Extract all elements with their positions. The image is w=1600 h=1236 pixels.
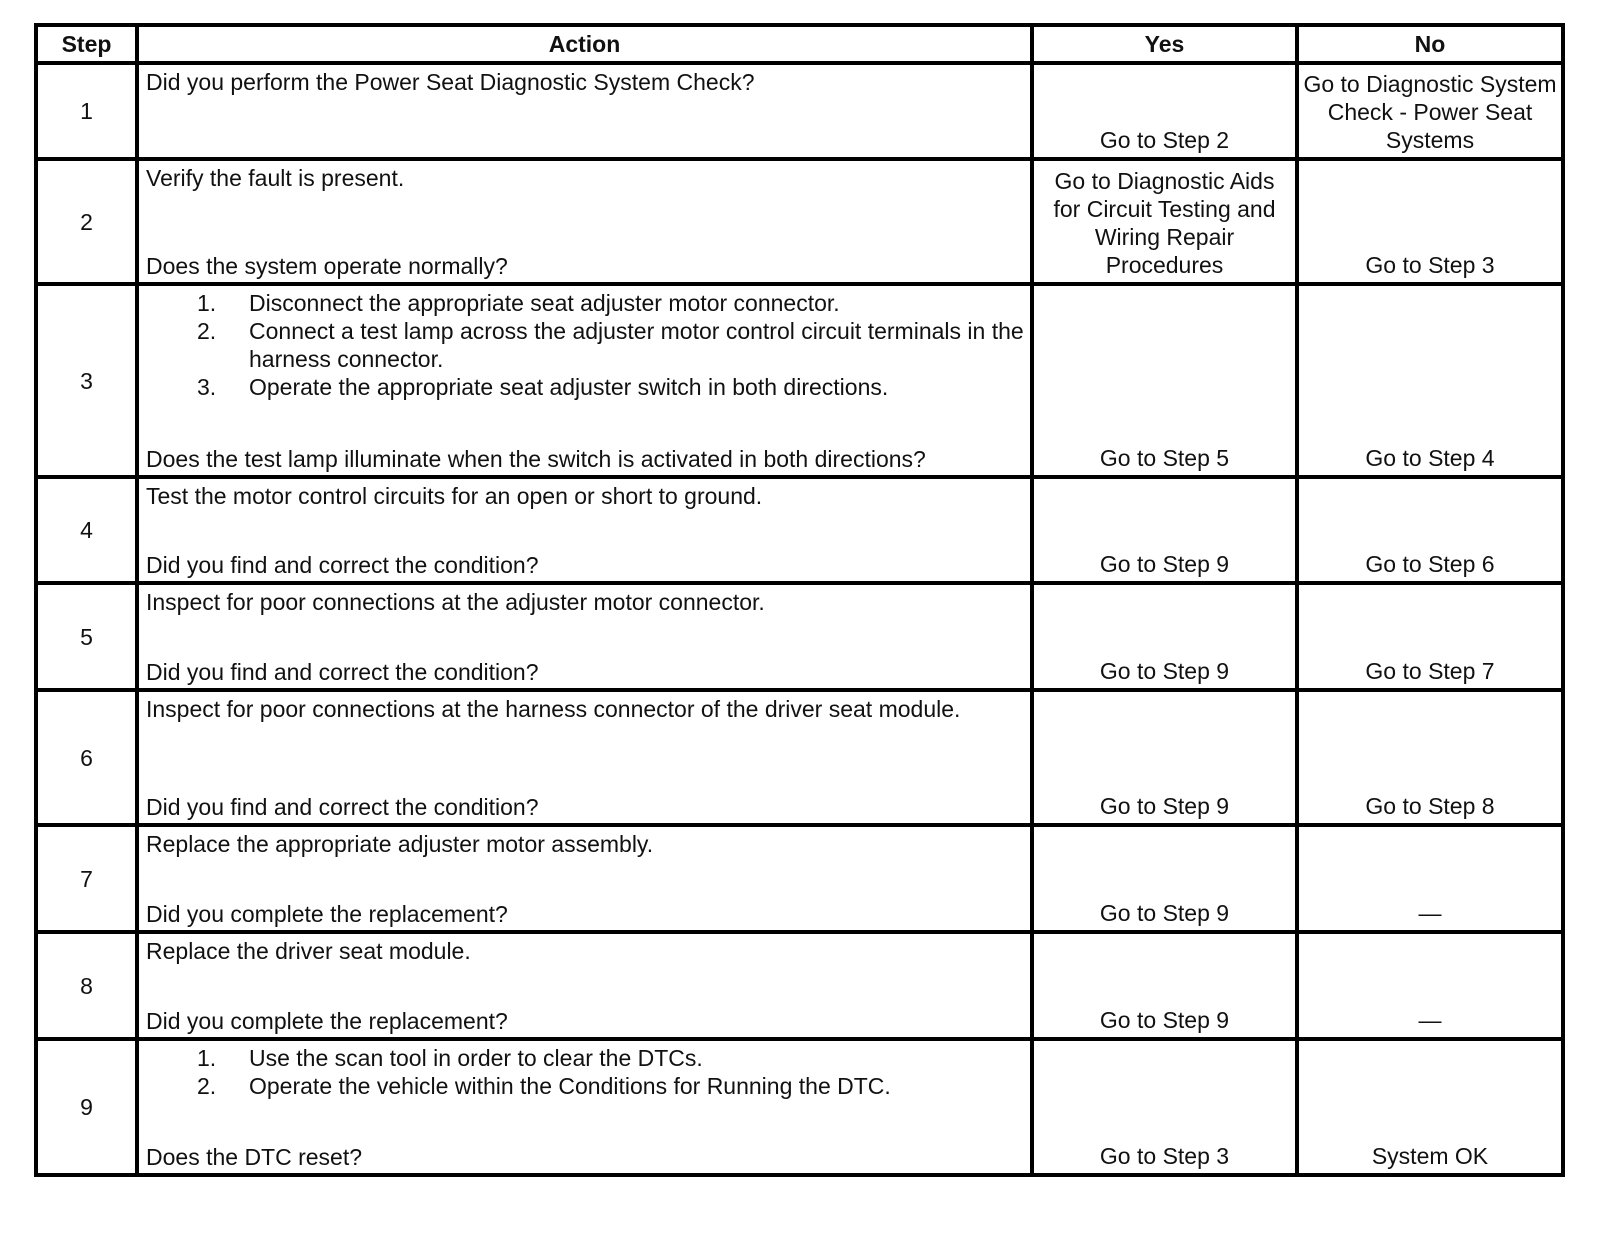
yes-result: Go to Step 2 xyxy=(1032,63,1297,159)
step-number: 7 xyxy=(36,825,137,932)
yes-result: Go to Step 3 xyxy=(1032,1039,1297,1175)
step-number: 2 xyxy=(36,159,137,284)
no-result: — xyxy=(1297,825,1563,932)
list-item-number: 1. xyxy=(197,1045,217,1071)
step-number: 5 xyxy=(36,583,137,690)
list-item-text: Operate the vehicle within the Conditions for Running the DTC. xyxy=(249,1073,891,1099)
action-cell xyxy=(137,583,1032,690)
action-question: Did you find and correct the condition? xyxy=(146,659,539,685)
action-instructions xyxy=(146,164,1024,192)
no-result: System OK xyxy=(1297,1039,1563,1175)
no-result: Go to Step 4 xyxy=(1297,284,1563,477)
action-content xyxy=(146,588,1024,686)
no-result: — xyxy=(1297,932,1563,1039)
list-item-number: 2. xyxy=(197,318,217,344)
action-question: Did you complete the replacement? xyxy=(146,1008,508,1034)
action-intro: Replace the driver seat module. xyxy=(146,938,471,964)
action-intro: Verify the fault is present. xyxy=(146,165,405,191)
action-cell xyxy=(137,284,1032,477)
step-number: 6 xyxy=(36,690,137,825)
action-instructions xyxy=(146,1044,1024,1100)
table-row xyxy=(36,1039,1563,1175)
table-row xyxy=(36,159,1563,284)
action-content xyxy=(146,289,1024,473)
action-intro: Test the motor control circuits for an open or short to ground. xyxy=(146,483,763,509)
action-step-list xyxy=(146,289,1024,401)
list-item xyxy=(197,1044,1024,1072)
list-item-text: Connect a test lamp across the adjuster motor control circuit terminals in the harness connector. xyxy=(249,318,1024,372)
step-number: 4 xyxy=(36,477,137,583)
header-yes: Yes xyxy=(1032,25,1297,63)
action-content xyxy=(146,937,1024,1035)
list-item xyxy=(197,317,1024,373)
list-item xyxy=(197,1072,1024,1100)
list-item-text: Operate the appropriate seat adjuster switch in both directions. xyxy=(249,374,889,400)
action-content xyxy=(146,695,1024,821)
table-row xyxy=(36,932,1563,1039)
action-question: Did you find and correct the condition? xyxy=(146,552,539,578)
action-cell xyxy=(137,477,1032,583)
table-row xyxy=(36,690,1563,825)
yes-result: Go to Step 9 xyxy=(1032,690,1297,825)
table-row xyxy=(36,477,1563,583)
table-row xyxy=(36,825,1563,932)
action-content xyxy=(146,68,1024,155)
action-cell xyxy=(137,1039,1032,1175)
yes-result: Go to Step 9 xyxy=(1032,825,1297,932)
table-body xyxy=(36,63,1563,1175)
yes-result: Go to Step 9 xyxy=(1032,583,1297,690)
action-cell xyxy=(137,159,1032,284)
header-step: Step xyxy=(36,25,137,63)
no-result: Go to Step 8 xyxy=(1297,690,1563,825)
action-instructions xyxy=(146,937,1024,965)
action-instructions xyxy=(146,588,1024,616)
header-action: Action xyxy=(137,25,1032,63)
action-step-list xyxy=(146,1044,1024,1100)
yes-result: Go to Step 5 xyxy=(1032,284,1297,477)
no-result: Go to Step 6 xyxy=(1297,477,1563,583)
action-intro: Inspect for poor connections at the adjuster motor connector. xyxy=(146,589,765,615)
action-cell xyxy=(137,932,1032,1039)
action-question: Did you perform the Power Seat Diagnostic System Check? xyxy=(146,69,755,95)
action-instructions xyxy=(146,289,1024,401)
list-item-text: Disconnect the appropriate seat adjuster motor connector. xyxy=(249,290,840,316)
list-item-number: 3. xyxy=(197,374,217,400)
header-no: No xyxy=(1297,25,1563,63)
no-result: Go to Step 3 xyxy=(1297,159,1563,284)
action-content xyxy=(146,1044,1024,1171)
list-item xyxy=(197,289,1024,317)
step-number: 9 xyxy=(36,1039,137,1175)
action-instructions xyxy=(146,830,1024,858)
action-content xyxy=(146,482,1024,579)
table-header xyxy=(36,25,1563,63)
no-result: Go to Step 7 xyxy=(1297,583,1563,690)
yes-result: Go to Step 9 xyxy=(1032,477,1297,583)
list-item-number: 1. xyxy=(197,290,217,316)
table-row xyxy=(36,63,1563,159)
action-cell xyxy=(137,690,1032,825)
step-number: 3 xyxy=(36,284,137,477)
list-item-number: 2. xyxy=(197,1073,217,1099)
yes-result: Go to Diagnostic Aids for Circuit Testing and Wiring Repair Procedures xyxy=(1032,159,1297,284)
action-cell xyxy=(137,63,1032,159)
action-cell xyxy=(137,825,1032,932)
action-intro: Inspect for poor connections at the harness connector of the driver seat module. xyxy=(146,696,961,722)
action-instructions xyxy=(146,695,1024,723)
action-content xyxy=(146,164,1024,280)
action-question: Did you complete the replacement? xyxy=(146,901,508,927)
step-number: 8 xyxy=(36,932,137,1039)
action-question: Does the system operate normally? xyxy=(146,253,508,279)
header-row xyxy=(36,25,1563,63)
action-intro: Replace the appropriate adjuster motor assembly. xyxy=(146,831,654,857)
table-row xyxy=(36,583,1563,690)
step-number: 1 xyxy=(36,63,137,159)
list-item xyxy=(197,373,1024,401)
action-question: Does the test lamp illuminate when the switch is activated in both directions? xyxy=(146,446,926,472)
list-item-text: Use the scan tool in order to clear the DTCs. xyxy=(249,1045,703,1071)
table-row xyxy=(36,284,1563,477)
action-question: Does the DTC reset? xyxy=(146,1144,363,1170)
diagnostic-table xyxy=(34,23,1565,1177)
yes-result: Go to Step 9 xyxy=(1032,932,1297,1039)
action-question: Did you find and correct the condition? xyxy=(146,794,539,820)
action-instructions xyxy=(146,482,1024,510)
no-result: Go to Diagnostic System Check - Power Seat Systems xyxy=(1297,63,1563,159)
action-content xyxy=(146,830,1024,928)
